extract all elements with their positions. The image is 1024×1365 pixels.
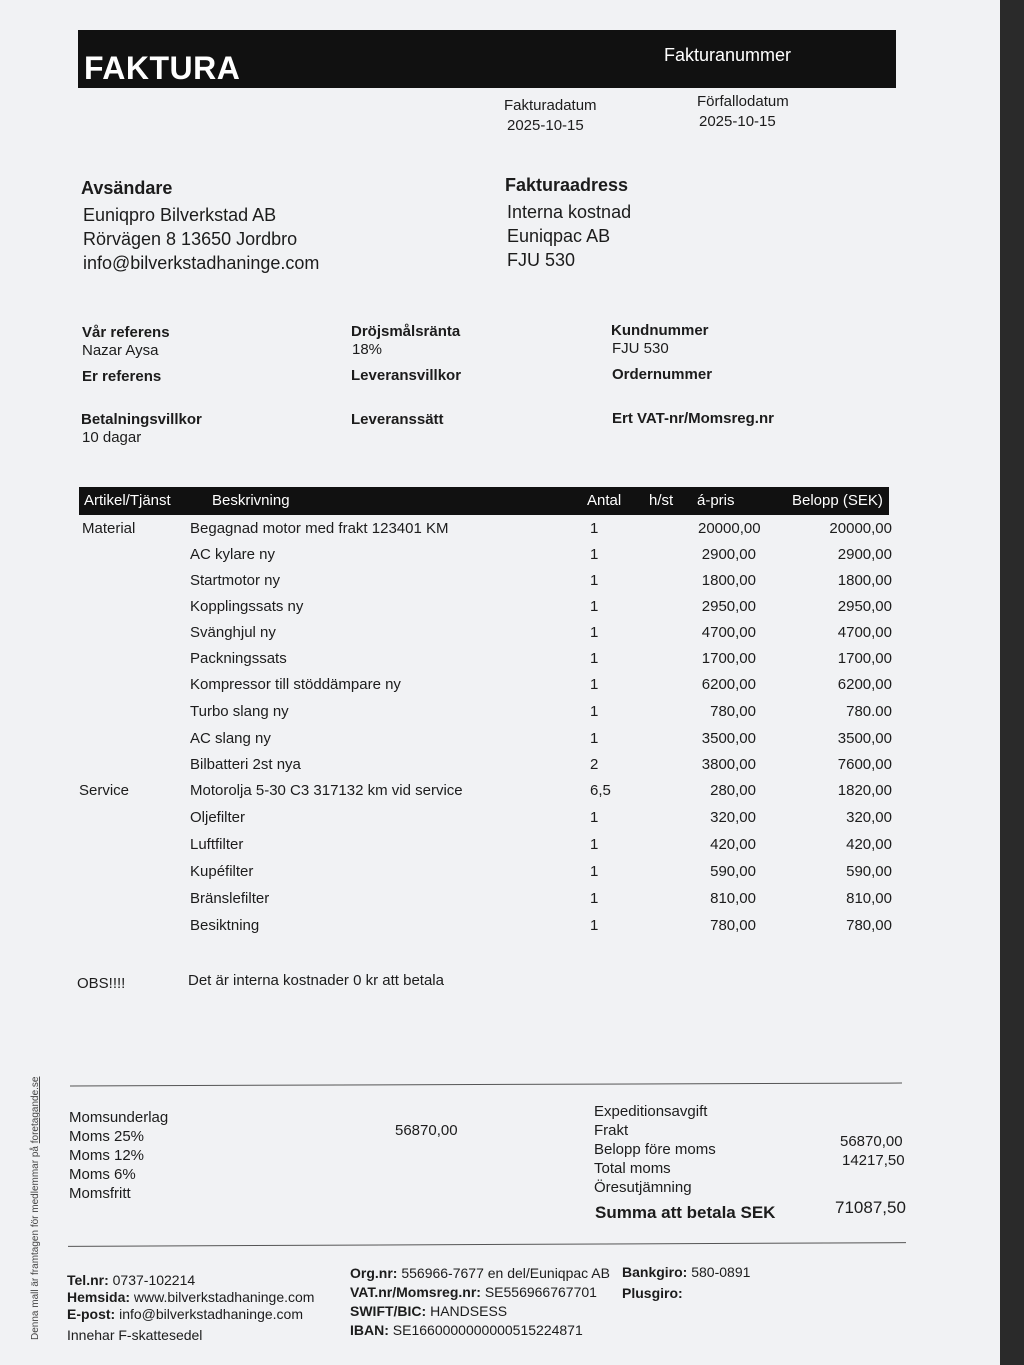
vat25-label: Moms 25% <box>69 1128 145 1145</box>
row-price: 2950,00 <box>701 598 756 615</box>
website: www.bilverkstadhaninge.com <box>133 1289 315 1305</box>
col-item: Artikel/Tjänst <box>84 492 171 509</box>
org-number: 556966-7677 en del/Euniqpac AB <box>401 1265 610 1281</box>
row-description: Luftfilter <box>190 836 244 853</box>
footer-company <box>350 1264 610 1340</box>
email: info@bilverkstadhaninge.com <box>119 1306 303 1322</box>
footer-divider <box>68 1242 906 1247</box>
row-amount: 780.00 <box>846 703 892 720</box>
table-row <box>0 863 1000 889</box>
delivery-terms-label: Leveransvillkor <box>351 367 462 384</box>
your-ref-label: Er referens <box>82 368 162 385</box>
row-price: 780,00 <box>710 917 756 934</box>
row-amount: 20000,00 <box>829 520 892 537</box>
template-credit <box>30 1077 41 1340</box>
billing-line: Interna kostnad <box>507 202 632 222</box>
web-label: Hemsida: <box>67 1289 131 1305</box>
vatreg-number: SE556966767701 <box>484 1284 597 1300</box>
row-price: 280,00 <box>710 782 756 799</box>
row-qty: 1 <box>590 890 599 907</box>
row-qty: 1 <box>590 546 599 563</box>
penalty-label: Dröjsmålsränta <box>351 323 461 340</box>
row-description: Kupéfilter <box>190 863 254 880</box>
bankgiro-label: Bankgiro: <box>622 1264 688 1280</box>
phone-label: Tel.nr: <box>67 1272 109 1288</box>
row-price: 4700,00 <box>701 624 756 641</box>
row-amount: 7600,00 <box>837 756 892 773</box>
due-date-label: Förfallodatum <box>697 93 789 110</box>
vat-total-value: 14217,50 <box>842 1152 905 1169</box>
table-row <box>0 703 1000 729</box>
row-qty: 1 <box>590 836 599 853</box>
row-description: Begagnad motor med frakt 123401 KM <box>190 520 449 537</box>
billing-address <box>507 200 631 272</box>
row-description: Svänghjul ny <box>190 624 276 641</box>
row-price: 2900,00 <box>701 546 756 563</box>
row-price: 6200,00 <box>701 676 756 693</box>
penalty-value: 18% <box>352 341 383 358</box>
table-row <box>0 572 1000 598</box>
vat-basis-label: Momsunderlag <box>69 1109 169 1126</box>
row-description: Startmotor ny <box>190 572 281 589</box>
row-amount: 810,00 <box>846 890 892 907</box>
table-row <box>0 782 1000 808</box>
vat6-label: Moms 6% <box>69 1166 136 1183</box>
row-description: Bilbatteri 2st nya <box>190 756 301 773</box>
row-qty: 1 <box>590 520 599 537</box>
vat-total-label: Total moms <box>594 1160 671 1177</box>
vatreg-label: VAT.nr/Momsreg.nr: <box>350 1284 481 1300</box>
due-date: 2025-10-15 <box>699 113 776 130</box>
vat-basis-value: 56870,00 <box>395 1122 458 1139</box>
table-row <box>0 836 1000 862</box>
order-no-label: Ordernummer <box>612 366 713 383</box>
note-text: Det är interna kostnader 0 kr att betala <box>188 972 444 989</box>
row-qty: 1 <box>590 703 599 720</box>
row-description: Kompressor till stöddämpare ny <box>190 676 401 693</box>
row-price: 590,00 <box>710 863 756 880</box>
iban-label: IBAN: <box>350 1322 389 1338</box>
totals-labels <box>594 1102 716 1197</box>
row-qty: 1 <box>590 598 599 615</box>
row-amount: 4700,00 <box>837 624 892 641</box>
sum-label: Summa att betala SEK <box>595 1203 776 1222</box>
table-row <box>0 520 1000 546</box>
delivery-method-label: Leveranssätt <box>351 411 444 428</box>
row-qty: 1 <box>590 809 599 826</box>
row-price: 1800,00 <box>701 572 756 589</box>
bankgiro: 580-0891 <box>691 1264 751 1280</box>
vat-no-label: Ert VAT-nr/Momsreg.nr <box>612 410 774 427</box>
row-price: 810,00 <box>710 890 756 907</box>
template-credit-text: Denna mall är framtagen för medlemmar på <box>30 1143 41 1340</box>
row-qty: 6,5 <box>590 782 611 799</box>
email-label: E-post: <box>67 1306 116 1322</box>
invoice-date-label: Fakturadatum <box>504 97 597 114</box>
sender-line: info@bilverkstadhaninge.com <box>83 253 320 273</box>
table-row <box>0 650 1000 676</box>
row-qty: 1 <box>590 730 599 747</box>
table-row <box>0 624 1000 650</box>
row-amount: 3500,00 <box>837 730 892 747</box>
row-amount: 1820,00 <box>837 782 892 799</box>
plusgiro-label: Plusgiro: <box>622 1285 683 1301</box>
rounding-label: Öresutjämning <box>594 1179 692 1196</box>
row-amount: 1700,00 <box>837 650 892 667</box>
row-qty: 1 <box>590 624 599 641</box>
col-description: Beskrivning <box>212 492 290 509</box>
vat-summary <box>69 1108 168 1203</box>
col-qty: Antal <box>587 492 622 509</box>
row-qty: 2 <box>590 756 599 773</box>
template-credit-link: foretagande.se <box>30 1076 41 1144</box>
our-ref: Nazar Aysa <box>82 342 159 359</box>
col-price: á-pris <box>697 492 735 509</box>
row-price: 3500,00 <box>701 730 756 747</box>
payment-terms: 10 dagar <box>82 429 142 446</box>
invoice-date: 2025-10-15 <box>507 117 584 134</box>
footer-bank <box>622 1262 750 1304</box>
row-price: 20000,00 <box>698 520 761 537</box>
row-amount: 6200,00 <box>837 676 892 693</box>
table-row <box>0 598 1000 624</box>
net-value: 56870,00 <box>840 1133 903 1150</box>
freight-label: Frakt <box>594 1122 629 1139</box>
invoice-number-label: Fakturanummer <box>664 45 792 65</box>
divider <box>70 1083 902 1087</box>
vat12-label: Moms 12% <box>69 1147 145 1164</box>
row-description: AC slang ny <box>190 730 271 747</box>
row-amount: 2950,00 <box>837 598 892 615</box>
row-category: Material <box>82 520 136 537</box>
row-qty: 1 <box>590 572 599 589</box>
row-price: 780,00 <box>710 703 756 720</box>
org-label: Org.nr: <box>350 1265 398 1281</box>
sender-label: Avsändare <box>81 178 173 198</box>
sender-address <box>83 203 319 275</box>
swift-label: SWIFT/BIC: <box>350 1303 427 1319</box>
ftax-note: Innehar F-skattesedel <box>67 1327 203 1343</box>
table-row <box>0 917 1000 943</box>
invoice-title: FAKTURA <box>84 50 241 86</box>
row-price: 420,00 <box>710 836 756 853</box>
net-label: Belopp före moms <box>594 1141 716 1158</box>
table-row <box>0 676 1000 702</box>
row-amount: 2900,00 <box>837 546 892 563</box>
note-label: OBS!!!! <box>77 975 126 992</box>
swift-code: HANDSESS <box>430 1303 508 1319</box>
table-row <box>0 809 1000 835</box>
footer-contact <box>67 1272 314 1344</box>
row-amount: 420,00 <box>846 836 892 853</box>
row-qty: 1 <box>590 676 599 693</box>
col-unit: h/st <box>649 492 674 509</box>
row-description: Besiktning <box>190 917 260 934</box>
row-amount: 1800,00 <box>837 572 892 589</box>
row-qty: 1 <box>590 917 599 934</box>
row-description: AC kylare ny <box>190 546 276 563</box>
fee-label: Expeditionsavgift <box>594 1103 708 1120</box>
sender-line: Euniqpro Bilverkstad AB <box>83 205 277 225</box>
our-ref-label: Vår referens <box>82 324 170 341</box>
row-amount: 320,00 <box>846 809 892 826</box>
row-description: Oljefilter <box>190 809 246 826</box>
table-row <box>0 890 1000 916</box>
row-category: Service <box>79 782 130 799</box>
customer-no: FJU 530 <box>612 340 669 357</box>
sum-value: 71087,50 <box>835 1198 906 1217</box>
row-qty: 1 <box>590 863 599 880</box>
customer-no-label: Kundnummer <box>611 322 709 339</box>
billing-line: Euniqpac AB <box>507 226 611 246</box>
table-row <box>0 546 1000 572</box>
row-description: Packningssats <box>190 650 287 667</box>
iban-number: SE1660000000000515224871 <box>392 1322 583 1338</box>
table-row <box>0 730 1000 756</box>
sender-line: Rörvägen 8 13650 Jordbro <box>83 229 298 249</box>
table-header-bar <box>79 487 889 515</box>
billing-label: Fakturaadress <box>505 175 629 195</box>
row-description: Turbo slang ny <box>190 703 289 720</box>
row-description: Motorolja 5-30 C3 317132 km vid service <box>190 782 463 799</box>
row-price: 1700,00 <box>701 650 756 667</box>
phone: 0737-102214 <box>112 1272 196 1288</box>
col-amount: Belopp (SEK) <box>792 492 883 509</box>
row-description: Bränslefilter <box>190 890 270 907</box>
billing-line: FJU 530 <box>507 250 576 270</box>
row-price: 3800,00 <box>701 756 756 773</box>
row-qty: 1 <box>590 650 599 667</box>
table-row <box>0 756 1000 782</box>
row-price: 320,00 <box>710 809 756 826</box>
row-description: Kopplingssats ny <box>190 598 304 615</box>
payment-terms-label: Betalningsvillkor <box>81 411 202 428</box>
vat-exempt-label: Momsfritt <box>69 1185 131 1202</box>
row-amount: 590,00 <box>846 863 892 880</box>
row-amount: 780,00 <box>846 917 892 934</box>
